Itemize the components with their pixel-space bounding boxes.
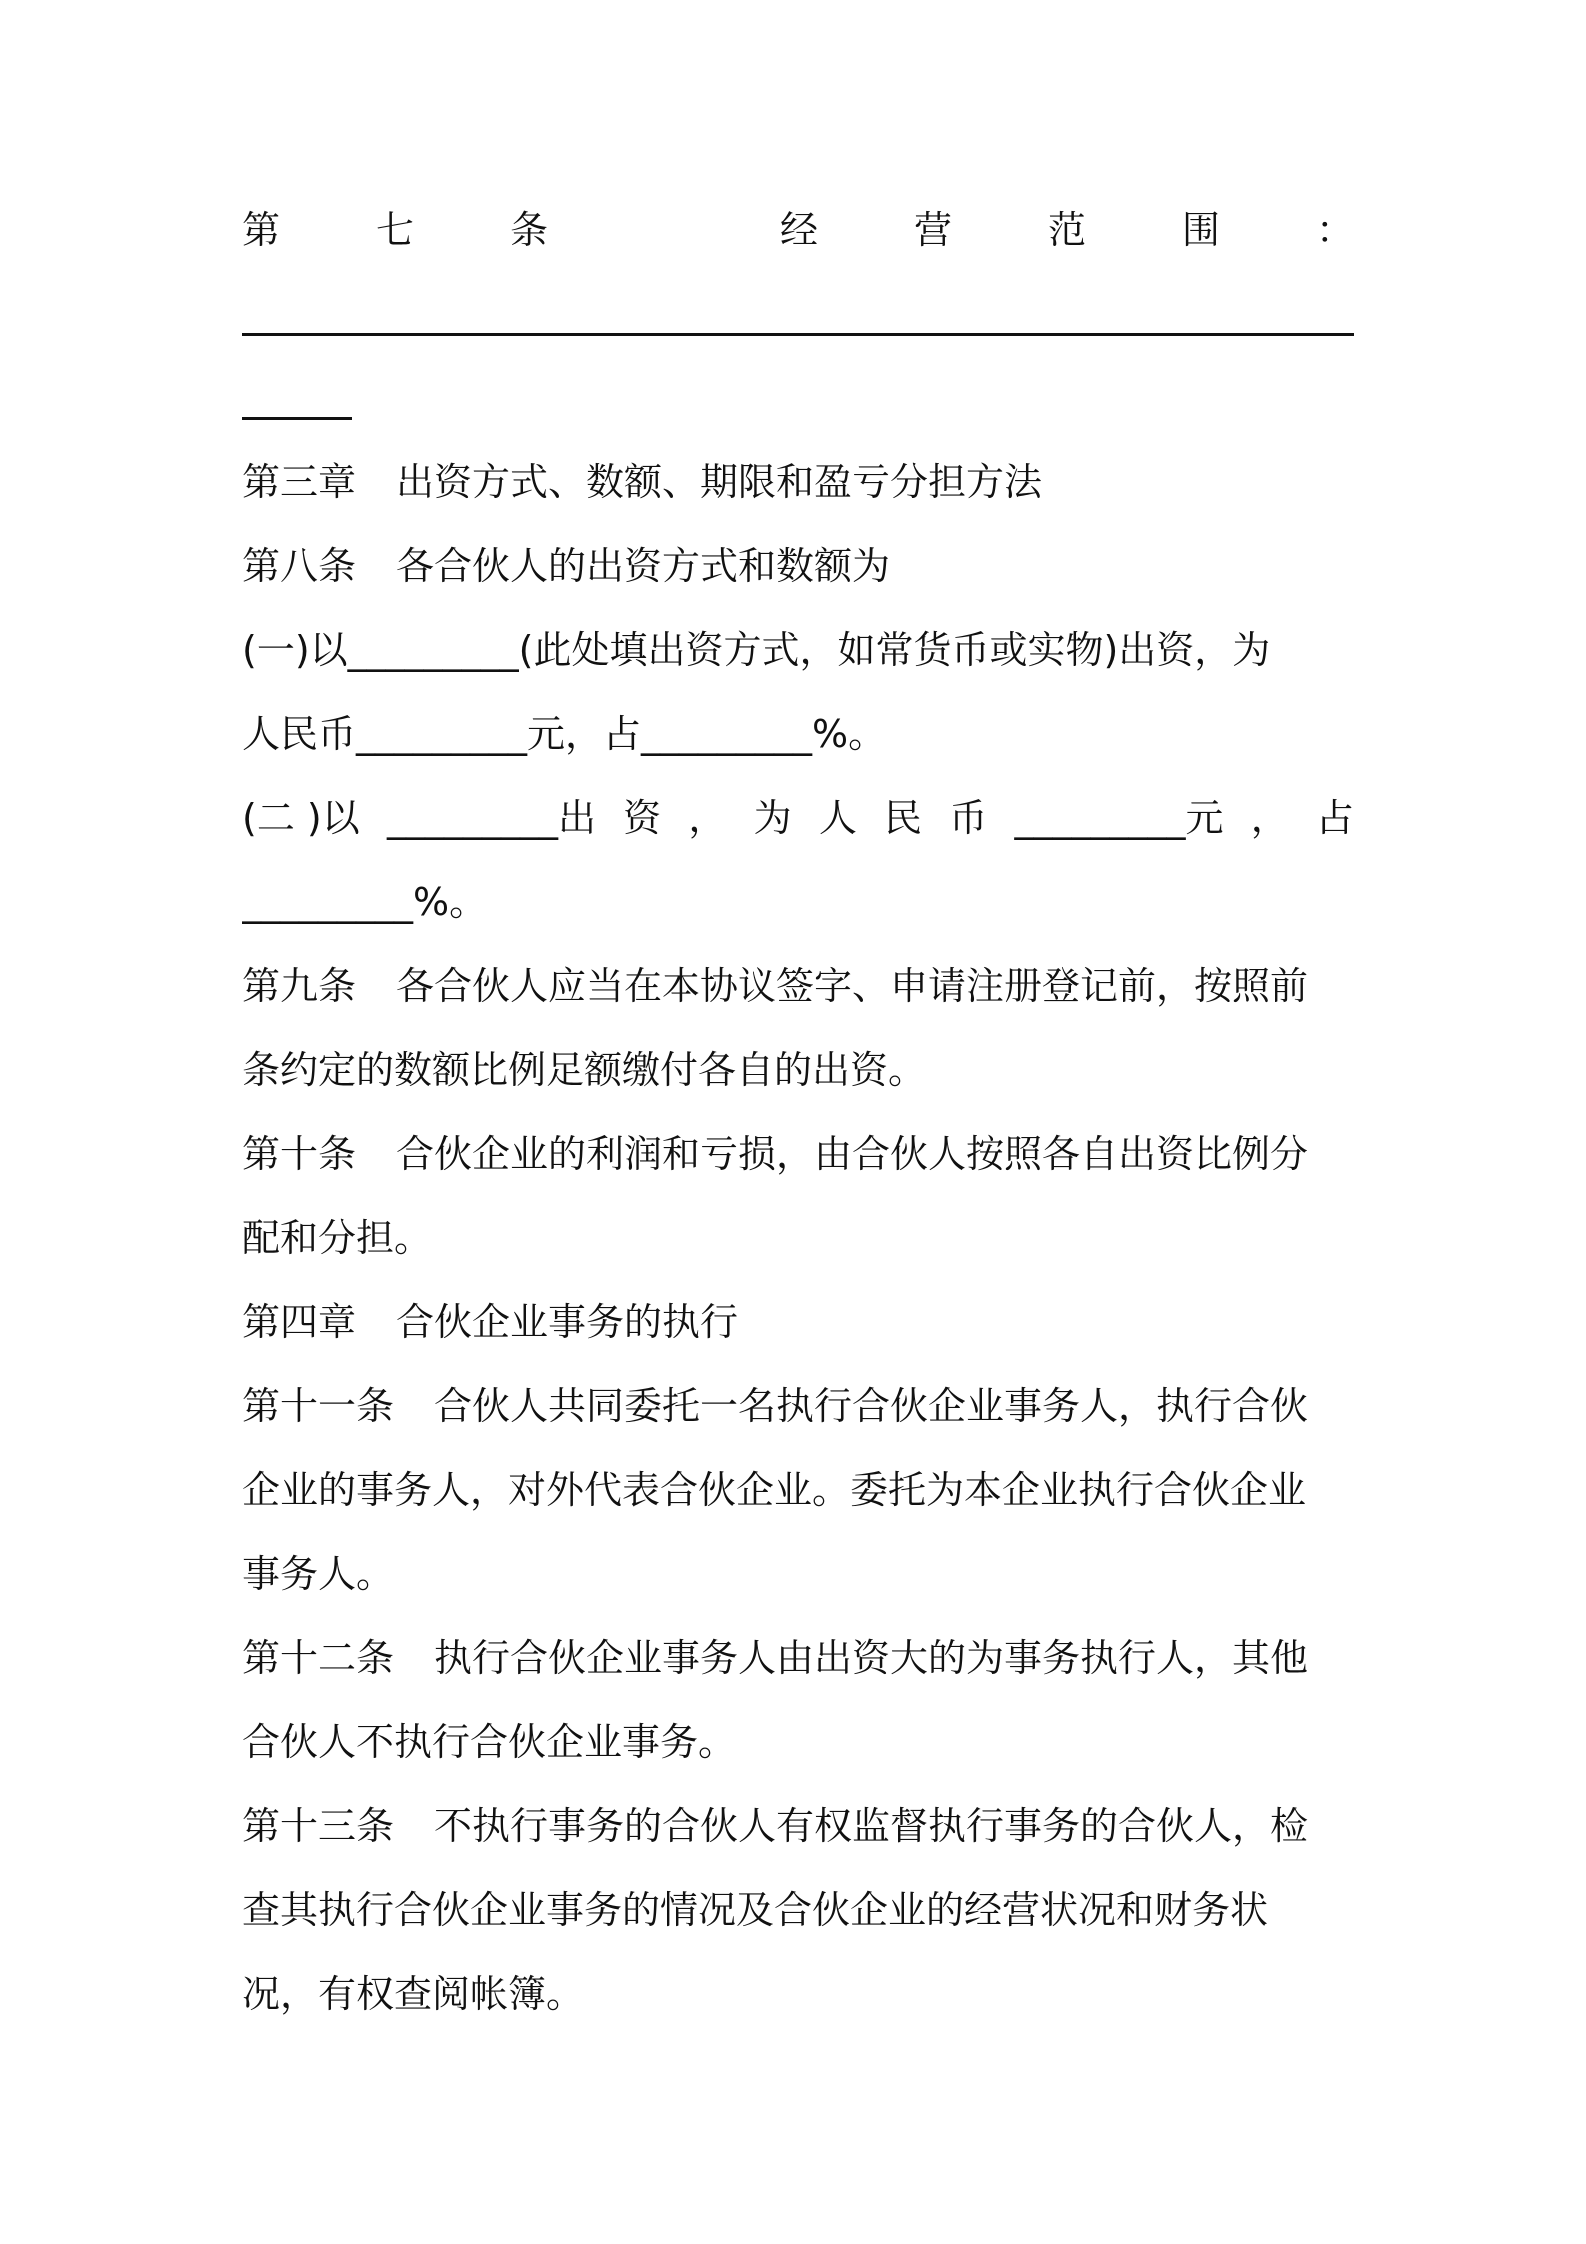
article-8-text: 各合伙人的出资方式和数额为 (396, 544, 891, 588)
chapter-4-heading (242, 1280, 1354, 1364)
article-9-text: 条约定的数额比例足额缴付各自的出资。 (242, 1048, 927, 1092)
article-13-line-2 (242, 1868, 1354, 1952)
article-7-char: ： (1315, 208, 1354, 252)
article-12-title: 第十二条 (242, 1636, 395, 1680)
article-7-blank-tail (242, 356, 1354, 440)
article-7-blank-line (242, 272, 1354, 356)
item-2-part: _________元 (1014, 796, 1224, 840)
article-11-line-1 (242, 1364, 1354, 1448)
item-1-text: (一)以_________(此处填出资方式，如常货币或实物)出资，为 (242, 628, 1271, 672)
article-10-line-1 (242, 1112, 1354, 1196)
article-10-text: 合伙企业的利润和亏损，由合伙人按照各自出资比例分 (396, 1132, 1309, 1176)
article-9-title: 第九条 (242, 964, 357, 1008)
article-11-text: 合伙人共同委托一名执行合伙企业事务人，执行合伙 (434, 1384, 1309, 1428)
item-2-part: (二 )以 (242, 796, 360, 840)
article-11-text: 企业的事务人，对外代表合伙企业。委托为本企业执行合伙企业 (242, 1468, 1307, 1512)
article-11-text: 事务人。 (242, 1552, 395, 1596)
chapter-4-text: 合伙企业事务的执行 (396, 1300, 739, 1344)
article-12-text: 合伙人不执行合伙企业事务。 (242, 1720, 737, 1764)
document-body (242, 188, 1354, 2036)
article-9-line-1 (242, 944, 1354, 1028)
article-9-line-2 (242, 1028, 1354, 1112)
article-9-text: 各合伙人应当在本协议签字、申请注册登记前，按照前 (396, 964, 1309, 1008)
chapter-3-title: 第三章 (242, 460, 357, 504)
spacer (644, 188, 684, 272)
item-2-part: 人 (818, 796, 857, 840)
article-13-text: 查其执行合伙企业事务的情况及合伙企业的经营状况和财务状 (242, 1888, 1269, 1932)
article-12-text: 执行合伙企业事务人由出资大的为事务执行人，其他 (434, 1636, 1309, 1680)
article-13-text: 不执行事务的合伙人有权监督执行事务的合伙人，检 (434, 1804, 1309, 1848)
item-2-part: 为 (753, 796, 792, 840)
item-2-part: 币 (949, 796, 988, 840)
chapter-4-title: 第四章 (242, 1300, 357, 1344)
article-10-line-2 (242, 1196, 1354, 1280)
blank-rule (242, 333, 1354, 336)
article-13-line-1 (242, 1784, 1354, 1868)
item-2-text: _________%。 (242, 880, 488, 924)
item-2-line-1 (242, 776, 1354, 860)
article-7-char: 条 (510, 208, 549, 252)
item-2-line-2 (242, 860, 1354, 944)
article-7-char: 围 (1181, 208, 1220, 252)
item-2-part: ， (688, 796, 727, 840)
item-1-text: 人民币_________元，占_________%。 (242, 712, 887, 756)
item-1-line-2 (242, 692, 1354, 776)
article-10-title: 第十条 (242, 1132, 357, 1176)
article-13-text: 况，有权查阅帐簿。 (242, 1972, 585, 2016)
article-8-title: 第八条 (242, 544, 357, 588)
article-11-title: 第十一条 (242, 1384, 395, 1428)
article-7-char: 七 (376, 208, 415, 252)
article-11-line-3 (242, 1532, 1354, 1616)
chapter-3-heading (242, 440, 1354, 524)
article-7-char: 第 (242, 208, 281, 252)
chapter-3-text: 出资方式、数额、期限和盈亏分担方法 (396, 460, 1043, 504)
article-10-text: 配和分担。 (242, 1216, 433, 1260)
article-8 (242, 524, 1354, 608)
article-7-char: 范 (1047, 208, 1086, 252)
article-13-line-3 (242, 1952, 1354, 2036)
article-11-line-2 (242, 1448, 1354, 1532)
item-1-line-1 (242, 608, 1354, 692)
article-7-char: 营 (913, 208, 952, 252)
item-2-part: 民 (884, 796, 923, 840)
item-2-part: 资 (623, 796, 662, 840)
item-2-part: ， (1250, 796, 1289, 840)
blank-rule (242, 417, 352, 420)
article-7-heading (242, 188, 1354, 272)
article-13-title: 第十三条 (242, 1804, 395, 1848)
article-12-line-1 (242, 1616, 1354, 1700)
item-2-part: _________出 (386, 796, 596, 840)
article-12-line-2 (242, 1700, 1354, 1784)
item-2-part: 占 (1315, 796, 1354, 840)
article-7-char: 经 (779, 208, 818, 252)
